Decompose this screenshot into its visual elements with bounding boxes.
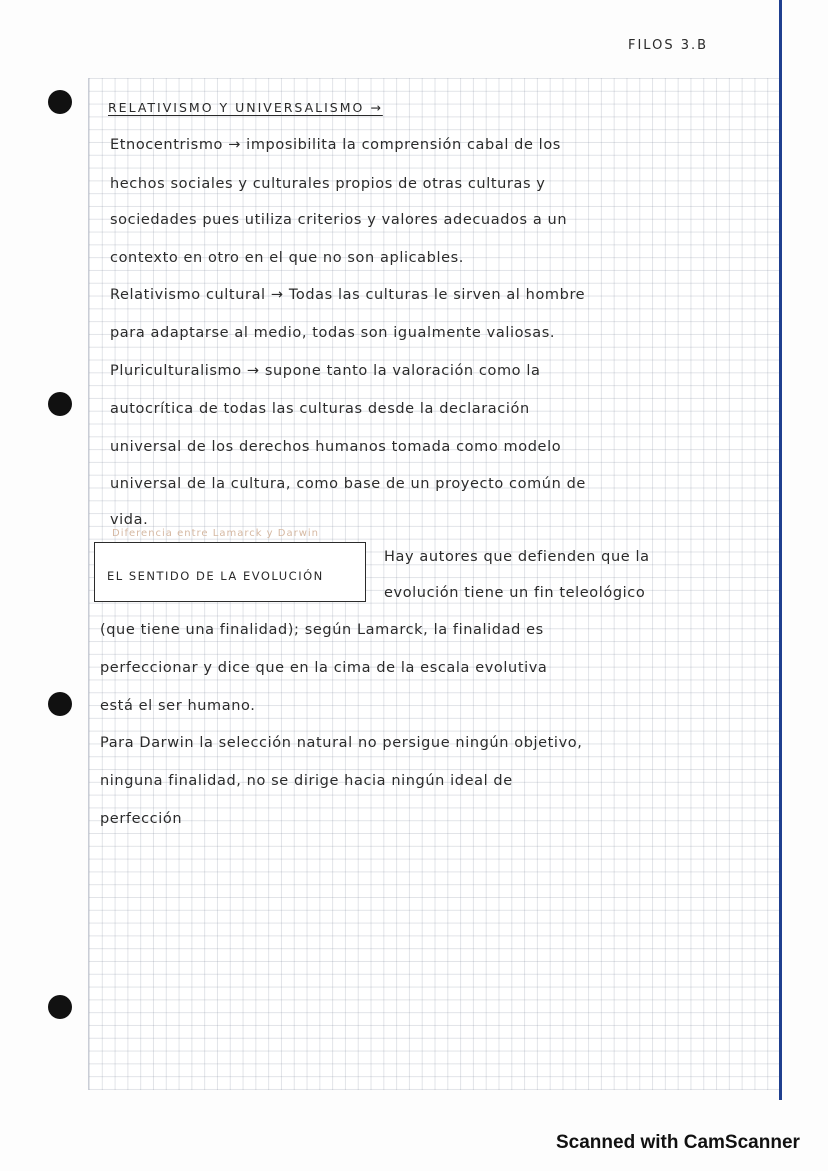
text-line: Relativismo cultural → Todas las culturas le sirven al hombre	[110, 287, 586, 303]
text-line: ninguna finalidad, no se dirige hacia ningún ideal de	[100, 773, 513, 789]
binder-hole	[48, 392, 72, 416]
page-header-code: FILOS 3.B	[628, 38, 709, 53]
text-line: evolución tiene un fin teleológico	[384, 585, 646, 601]
text-line: hechos sociales y culturales propios de otras culturas y	[110, 176, 546, 192]
text-line: Etnocentrismo → imposibilita la comprensión cabal de los	[110, 137, 561, 153]
text-line: sociedades pues utiliza criterios y valores adecuados a un	[110, 212, 568, 228]
text-line: contexto en otro en el que no son aplicables.	[110, 250, 464, 266]
text-line: vida.	[110, 512, 149, 528]
section-box	[94, 542, 366, 602]
text-line: universal de los derechos humanos tomada como modelo	[110, 439, 562, 455]
text-line: perfección	[100, 811, 183, 827]
text-line: está el ser humano.	[100, 698, 256, 714]
binder-hole	[48, 692, 72, 716]
faded-note: Diferencia entre Lamarck y Darwin	[112, 528, 320, 539]
section-heading: EL SENTIDO DE LA EVOLUCIÓN	[107, 569, 324, 583]
text-line: Para Darwin la selección natural no persigue ningún objetivo,	[100, 735, 583, 751]
text-line: perfeccionar y dice que en la cima de la escala evolutiva	[100, 660, 548, 676]
margin-edge-line	[779, 0, 782, 1100]
text-line: Hay autores que defienden que la	[384, 549, 650, 565]
text-line: para adaptarse al medio, todas son igualmente valiosas.	[110, 325, 556, 341]
binder-hole	[48, 995, 72, 1019]
text-line: (que tiene una finalidad); según Lamarck, la finalidad es	[100, 622, 544, 638]
text-line: Pluriculturalismo → supone tanto la valoración como la	[110, 363, 541, 379]
page-title: RELATIVISMO Y UNIVERSALISMO →	[108, 100, 383, 115]
text-line: autocrítica de todas las culturas desde la declaración	[110, 401, 530, 417]
binder-hole	[48, 90, 72, 114]
text-line: universal de la cultura, como base de un proyecto común de	[110, 476, 586, 492]
scanner-watermark: Scanned with CamScanner	[556, 1132, 800, 1153]
